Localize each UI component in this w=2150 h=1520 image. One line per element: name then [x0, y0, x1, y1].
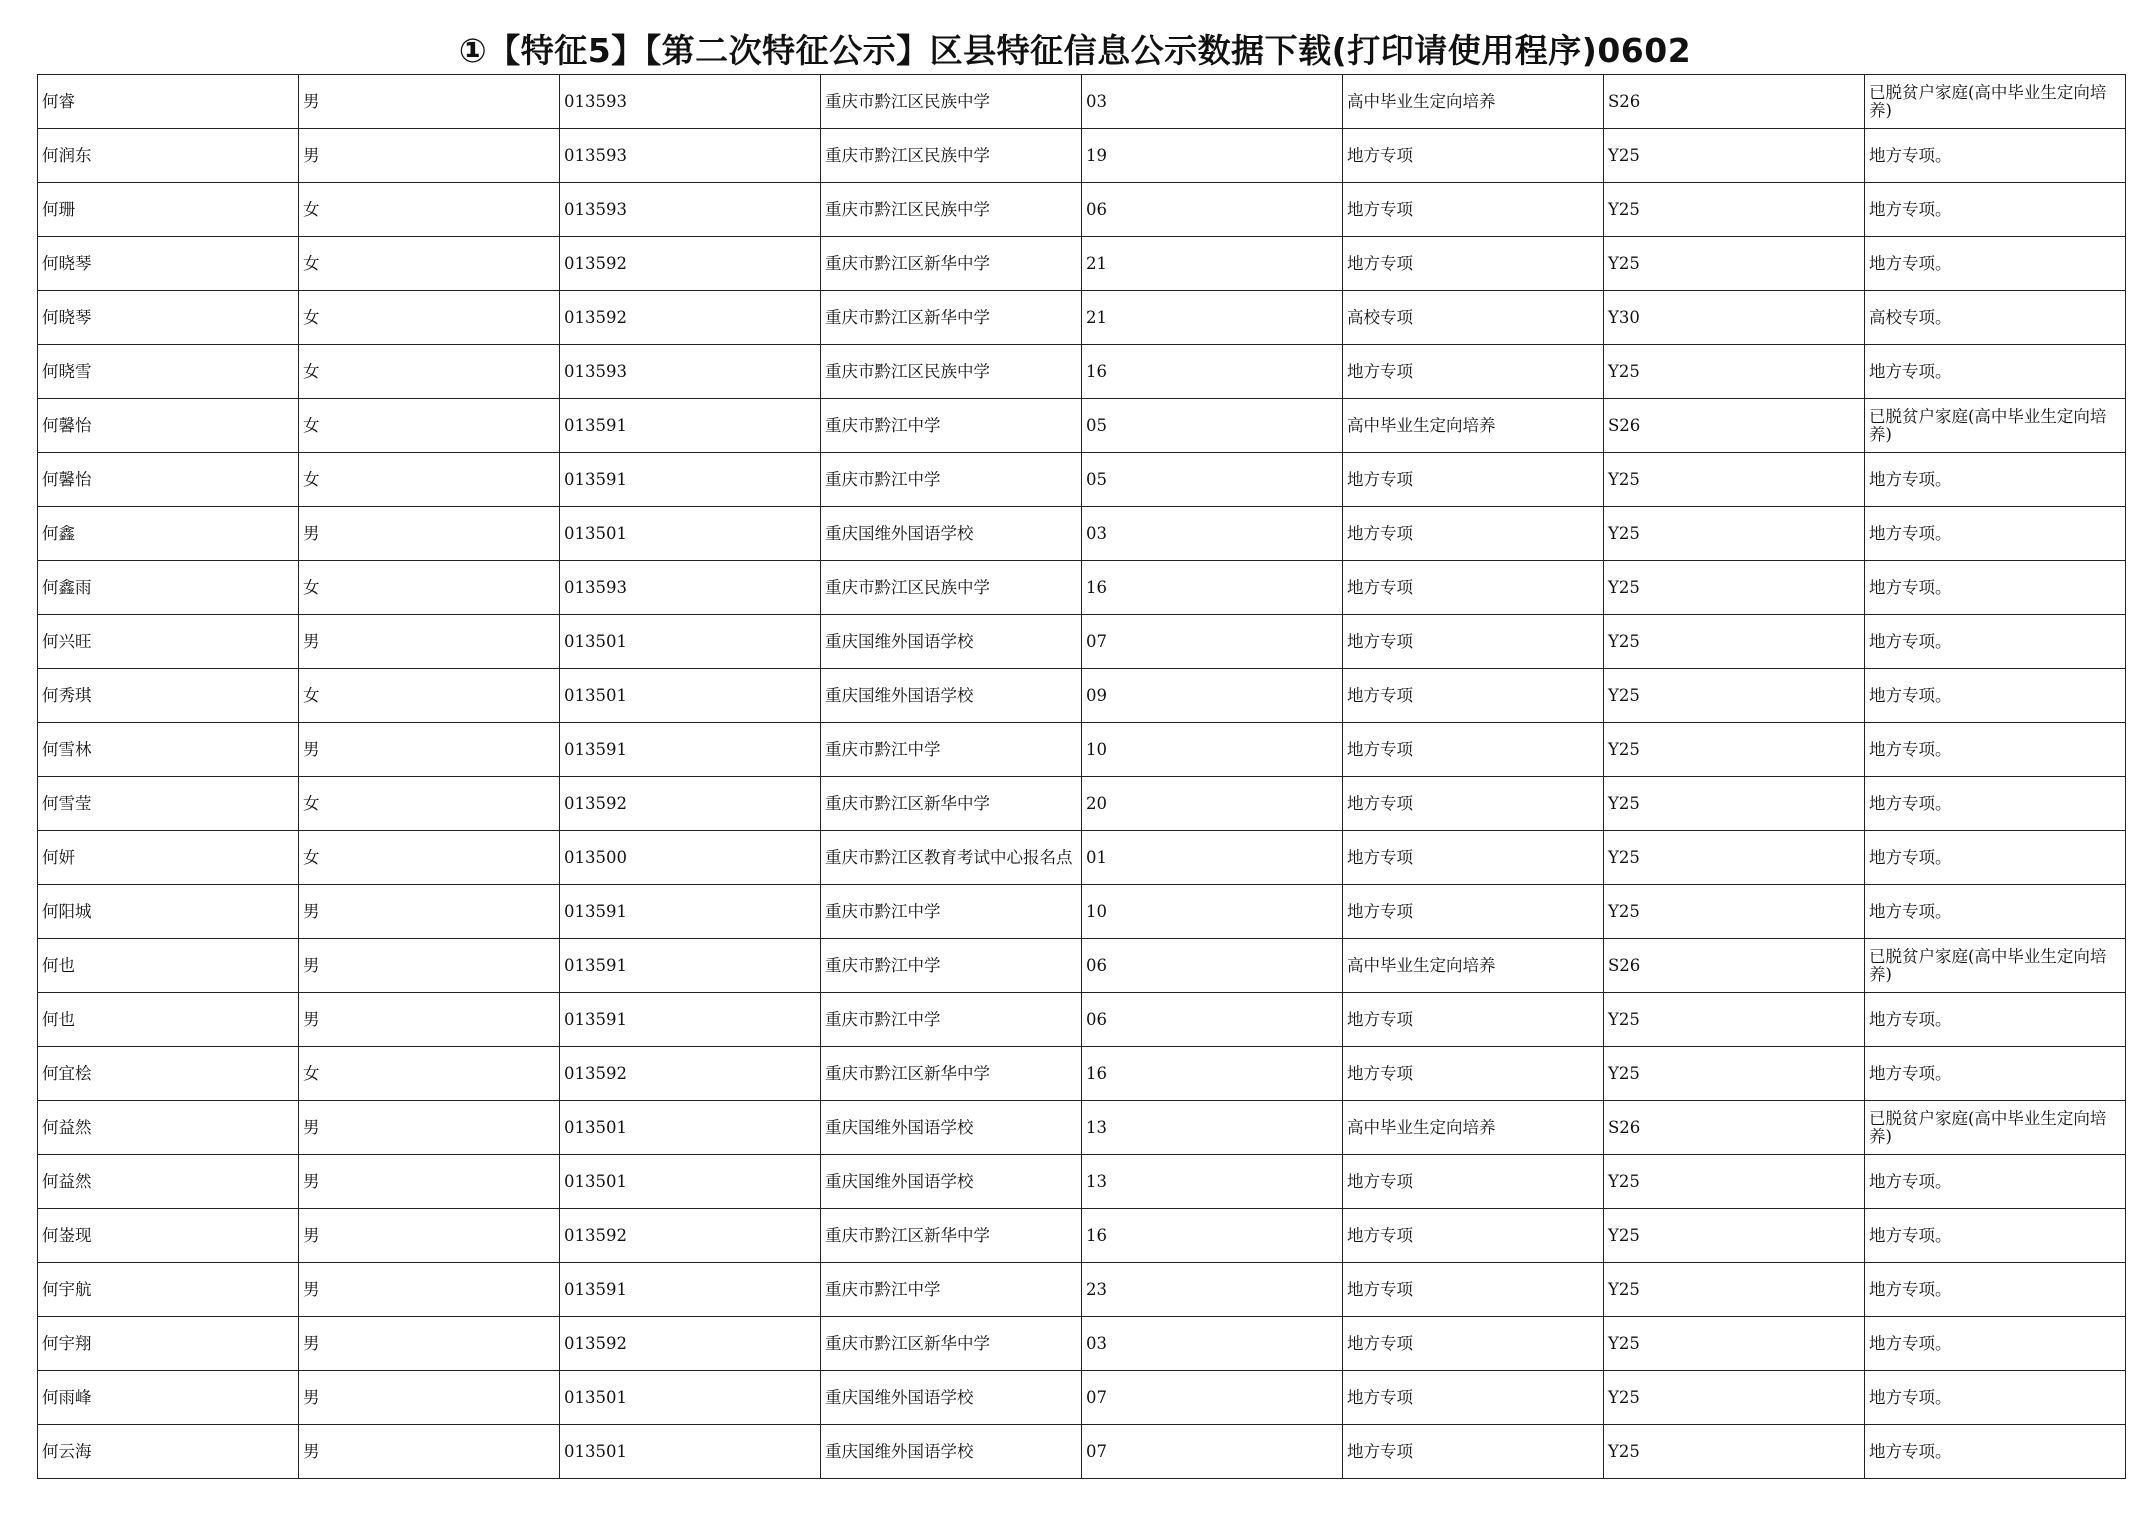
remark-cell: 地方专项。 — [1865, 183, 2126, 237]
table-row — [38, 993, 2126, 1047]
code-cell: 013593 — [560, 345, 821, 399]
table-row — [38, 885, 2126, 939]
number-cell: 16 — [1082, 1209, 1343, 1263]
number-cell: 06 — [1082, 183, 1343, 237]
table-row — [38, 345, 2126, 399]
name-cell: 何益然 — [38, 1155, 299, 1209]
remark-cell: 高校专项。 — [1865, 291, 2126, 345]
name-cell: 何馨怡 — [38, 399, 299, 453]
type-code-cell: Y25 — [1604, 831, 1865, 885]
number-cell: 05 — [1082, 399, 1343, 453]
school-cell: 重庆市黔江区新华中学 — [821, 1317, 1082, 1371]
remark-cell: 地方专项。 — [1865, 777, 2126, 831]
code-cell: 013592 — [560, 291, 821, 345]
category-cell: 高中毕业生定向培养 — [1343, 75, 1604, 129]
gender-cell: 女 — [299, 1047, 560, 1101]
table-row — [38, 75, 2126, 129]
name-cell: 何珊 — [38, 183, 299, 237]
code-cell: 013593 — [560, 561, 821, 615]
school-cell: 重庆国维外国语学校 — [821, 1371, 1082, 1425]
school-cell: 重庆市黔江区新华中学 — [821, 237, 1082, 291]
category-cell: 地方专项 — [1343, 615, 1604, 669]
type-code-cell: Y25 — [1604, 669, 1865, 723]
gender-cell: 男 — [299, 507, 560, 561]
category-cell: 高校专项 — [1343, 291, 1604, 345]
number-cell: 01 — [1082, 831, 1343, 885]
school-cell: 重庆市黔江区民族中学 — [821, 345, 1082, 399]
remark-cell: 地方专项。 — [1865, 723, 2126, 777]
category-cell: 地方专项 — [1343, 1371, 1604, 1425]
table-row — [38, 723, 2126, 777]
remark-cell: 地方专项。 — [1865, 669, 2126, 723]
category-cell: 地方专项 — [1343, 561, 1604, 615]
remark-cell: 地方专项。 — [1865, 507, 2126, 561]
remark-cell: 地方专项。 — [1865, 993, 2126, 1047]
number-cell: 13 — [1082, 1155, 1343, 1209]
code-cell: 013591 — [560, 723, 821, 777]
number-cell: 16 — [1082, 1047, 1343, 1101]
school-cell: 重庆国维外国语学校 — [821, 669, 1082, 723]
number-cell: 07 — [1082, 615, 1343, 669]
name-cell: 何晓琴 — [38, 237, 299, 291]
school-cell: 重庆国维外国语学校 — [821, 615, 1082, 669]
number-cell: 21 — [1082, 237, 1343, 291]
code-cell: 013592 — [560, 1209, 821, 1263]
number-cell: 03 — [1082, 507, 1343, 561]
name-cell: 何崟现 — [38, 1209, 299, 1263]
gender-cell: 女 — [299, 669, 560, 723]
remark-cell: 地方专项。 — [1865, 615, 2126, 669]
name-cell: 何阳城 — [38, 885, 299, 939]
gender-cell: 女 — [299, 291, 560, 345]
name-cell: 何妍 — [38, 831, 299, 885]
code-cell: 013500 — [560, 831, 821, 885]
category-cell: 地方专项 — [1343, 1317, 1604, 1371]
category-cell: 地方专项 — [1343, 723, 1604, 777]
school-cell: 重庆国维外国语学校 — [821, 1155, 1082, 1209]
remark-cell: 地方专项。 — [1865, 1263, 2126, 1317]
gender-cell: 女 — [299, 345, 560, 399]
category-cell: 地方专项 — [1343, 1209, 1604, 1263]
code-cell: 013501 — [560, 1101, 821, 1155]
number-cell: 10 — [1082, 885, 1343, 939]
remark-cell: 地方专项。 — [1865, 885, 2126, 939]
category-cell: 地方专项 — [1343, 777, 1604, 831]
remark-cell: 地方专项。 — [1865, 1371, 2126, 1425]
category-cell: 地方专项 — [1343, 345, 1604, 399]
table-row — [38, 777, 2126, 831]
code-cell: 013501 — [560, 669, 821, 723]
school-cell: 重庆市黔江区新华中学 — [821, 1209, 1082, 1263]
name-cell: 何雨峰 — [38, 1371, 299, 1425]
number-cell: 10 — [1082, 723, 1343, 777]
code-cell: 013591 — [560, 1263, 821, 1317]
remark-cell: 已脱贫户家庭(高中毕业生定向培养) — [1865, 75, 2126, 129]
gender-cell: 女 — [299, 777, 560, 831]
number-cell: 06 — [1082, 939, 1343, 993]
category-cell: 高中毕业生定向培养 — [1343, 1101, 1604, 1155]
school-cell: 重庆国维外国语学校 — [821, 1425, 1082, 1479]
number-cell: 20 — [1082, 777, 1343, 831]
school-cell: 重庆国维外国语学校 — [821, 507, 1082, 561]
number-cell: 07 — [1082, 1371, 1343, 1425]
school-cell: 重庆市黔江中学 — [821, 399, 1082, 453]
code-cell: 013501 — [560, 507, 821, 561]
remark-cell: 地方专项。 — [1865, 561, 2126, 615]
gender-cell: 男 — [299, 1425, 560, 1479]
category-cell: 地方专项 — [1343, 183, 1604, 237]
category-cell: 高中毕业生定向培养 — [1343, 939, 1604, 993]
number-cell: 09 — [1082, 669, 1343, 723]
table-row — [38, 1317, 2126, 1371]
number-cell: 03 — [1082, 1317, 1343, 1371]
gender-cell: 女 — [299, 561, 560, 615]
type-code-cell: Y25 — [1604, 183, 1865, 237]
table-row — [38, 1209, 2126, 1263]
table-row — [38, 1155, 2126, 1209]
name-cell: 何雪莹 — [38, 777, 299, 831]
code-cell: 013592 — [560, 1317, 821, 1371]
remark-cell: 地方专项。 — [1865, 345, 2126, 399]
school-cell: 重庆市黔江中学 — [821, 723, 1082, 777]
type-code-cell: Y25 — [1604, 453, 1865, 507]
code-cell: 013592 — [560, 1047, 821, 1101]
gender-cell: 女 — [299, 453, 560, 507]
table-row — [38, 1101, 2126, 1155]
code-cell: 013501 — [560, 1425, 821, 1479]
type-code-cell: S26 — [1604, 939, 1865, 993]
gender-cell: 女 — [299, 831, 560, 885]
remark-cell: 地方专项。 — [1865, 129, 2126, 183]
type-code-cell: Y25 — [1604, 1047, 1865, 1101]
code-cell: 013591 — [560, 453, 821, 507]
school-cell: 重庆市黔江区新华中学 — [821, 291, 1082, 345]
type-code-cell: Y25 — [1604, 1209, 1865, 1263]
number-cell: 21 — [1082, 291, 1343, 345]
code-cell: 013593 — [560, 75, 821, 129]
number-cell: 16 — [1082, 561, 1343, 615]
school-cell: 重庆市黔江中学 — [821, 885, 1082, 939]
remark-cell: 地方专项。 — [1865, 1317, 2126, 1371]
number-cell: 06 — [1082, 993, 1343, 1047]
remark-cell: 地方专项。 — [1865, 237, 2126, 291]
gender-cell: 女 — [299, 183, 560, 237]
table-row — [38, 291, 2126, 345]
type-code-cell: Y25 — [1604, 129, 1865, 183]
code-cell: 013591 — [560, 993, 821, 1047]
code-cell: 013501 — [560, 1371, 821, 1425]
number-cell: 07 — [1082, 1425, 1343, 1479]
gender-cell: 男 — [299, 1155, 560, 1209]
category-cell: 高中毕业生定向培养 — [1343, 399, 1604, 453]
data-table — [37, 74, 2126, 1479]
category-cell: 地方专项 — [1343, 993, 1604, 1047]
school-cell: 重庆市黔江区民族中学 — [821, 183, 1082, 237]
type-code-cell: Y25 — [1604, 1425, 1865, 1479]
name-cell: 何云海 — [38, 1425, 299, 1479]
remark-cell: 地方专项。 — [1865, 453, 2126, 507]
name-cell: 何润东 — [38, 129, 299, 183]
gender-cell: 女 — [299, 237, 560, 291]
code-cell: 013592 — [560, 237, 821, 291]
name-cell: 何宇翔 — [38, 1317, 299, 1371]
type-code-cell: Y25 — [1604, 993, 1865, 1047]
remark-cell: 已脱贫户家庭(高中毕业生定向培养) — [1865, 939, 2126, 993]
page-title: ①【特征5】【第二次特征公示】区县特征信息公示数据下载(打印请使用程序)0602 — [458, 31, 1692, 70]
type-code-cell: Y25 — [1604, 507, 1865, 561]
table-row — [38, 1425, 2126, 1479]
type-code-cell: S26 — [1604, 75, 1865, 129]
code-cell: 013501 — [560, 615, 821, 669]
school-cell: 重庆市黔江中学 — [821, 453, 1082, 507]
gender-cell: 男 — [299, 1209, 560, 1263]
name-cell: 何睿 — [38, 75, 299, 129]
name-cell: 何馨怡 — [38, 453, 299, 507]
type-code-cell: Y25 — [1604, 885, 1865, 939]
gender-cell: 女 — [299, 399, 560, 453]
gender-cell: 男 — [299, 1371, 560, 1425]
name-cell: 何兴旺 — [38, 615, 299, 669]
code-cell: 013593 — [560, 129, 821, 183]
school-cell: 重庆市黔江区民族中学 — [821, 75, 1082, 129]
table-row — [38, 1047, 2126, 1101]
remark-cell: 已脱贫户家庭(高中毕业生定向培养) — [1865, 399, 2126, 453]
code-cell: 013592 — [560, 777, 821, 831]
table-row — [38, 129, 2126, 183]
type-code-cell: S26 — [1604, 399, 1865, 453]
number-cell: 03 — [1082, 75, 1343, 129]
school-cell: 重庆市黔江区新华中学 — [821, 777, 1082, 831]
code-cell: 013593 — [560, 183, 821, 237]
table-row — [38, 831, 2126, 885]
name-cell: 何宇航 — [38, 1263, 299, 1317]
number-cell: 05 — [1082, 453, 1343, 507]
school-cell: 重庆市黔江中学 — [821, 993, 1082, 1047]
remark-cell: 地方专项。 — [1865, 1209, 2126, 1263]
gender-cell: 男 — [299, 1317, 560, 1371]
gender-cell: 男 — [299, 1263, 560, 1317]
code-cell: 013591 — [560, 939, 821, 993]
table-row — [38, 561, 2126, 615]
name-cell: 何雪林 — [38, 723, 299, 777]
category-cell: 地方专项 — [1343, 1425, 1604, 1479]
school-cell: 重庆市黔江区教育考试中心报名点 — [821, 831, 1082, 885]
name-cell: 何也 — [38, 993, 299, 1047]
type-code-cell: Y25 — [1604, 1317, 1865, 1371]
category-cell: 地方专项 — [1343, 885, 1604, 939]
school-cell: 重庆市黔江中学 — [821, 939, 1082, 993]
gender-cell: 男 — [299, 615, 560, 669]
name-cell: 何益然 — [38, 1101, 299, 1155]
table-row — [38, 507, 2126, 561]
category-cell: 地方专项 — [1343, 453, 1604, 507]
name-cell: 何晓琴 — [38, 291, 299, 345]
remark-cell: 地方专项。 — [1865, 1155, 2126, 1209]
type-code-cell: Y30 — [1604, 291, 1865, 345]
table-row — [38, 669, 2126, 723]
number-cell: 13 — [1082, 1101, 1343, 1155]
category-cell: 地方专项 — [1343, 669, 1604, 723]
gender-cell: 男 — [299, 723, 560, 777]
table-row — [38, 1371, 2126, 1425]
name-cell: 何秀琪 — [38, 669, 299, 723]
number-cell: 23 — [1082, 1263, 1343, 1317]
type-code-cell: S26 — [1604, 1101, 1865, 1155]
remark-cell: 地方专项。 — [1865, 831, 2126, 885]
number-cell: 16 — [1082, 345, 1343, 399]
remark-cell: 地方专项。 — [1865, 1425, 2126, 1479]
category-cell: 地方专项 — [1343, 507, 1604, 561]
school-cell: 重庆市黔江区新华中学 — [821, 1047, 1082, 1101]
category-cell: 地方专项 — [1343, 1047, 1604, 1101]
table-row — [38, 453, 2126, 507]
category-cell: 地方专项 — [1343, 1155, 1604, 1209]
gender-cell: 男 — [299, 1101, 560, 1155]
remark-cell: 地方专项。 — [1865, 1047, 2126, 1101]
name-cell: 何宜桧 — [38, 1047, 299, 1101]
type-code-cell: Y25 — [1604, 723, 1865, 777]
type-code-cell: Y25 — [1604, 345, 1865, 399]
table-row — [38, 399, 2126, 453]
code-cell: 013501 — [560, 1155, 821, 1209]
school-cell: 重庆市黔江区民族中学 — [821, 129, 1082, 183]
type-code-cell: Y25 — [1604, 1155, 1865, 1209]
table-row — [38, 939, 2126, 993]
type-code-cell: Y25 — [1604, 777, 1865, 831]
category-cell: 地方专项 — [1343, 831, 1604, 885]
name-cell: 何晓雪 — [38, 345, 299, 399]
code-cell: 013591 — [560, 885, 821, 939]
gender-cell: 男 — [299, 939, 560, 993]
table-row — [38, 183, 2126, 237]
gender-cell: 男 — [299, 885, 560, 939]
category-cell: 地方专项 — [1343, 237, 1604, 291]
name-cell: 何鑫雨 — [38, 561, 299, 615]
school-cell: 重庆市黔江区民族中学 — [821, 561, 1082, 615]
school-cell: 重庆市黔江中学 — [821, 1263, 1082, 1317]
table-body — [38, 75, 2126, 1479]
type-code-cell: Y25 — [1604, 615, 1865, 669]
type-code-cell: Y25 — [1604, 561, 1865, 615]
table-row — [38, 1263, 2126, 1317]
table-row — [38, 237, 2126, 291]
name-cell: 何也 — [38, 939, 299, 993]
gender-cell: 男 — [299, 993, 560, 1047]
name-cell: 何鑫 — [38, 507, 299, 561]
remark-cell: 已脱贫户家庭(高中毕业生定向培养) — [1865, 1101, 2126, 1155]
category-cell: 地方专项 — [1343, 129, 1604, 183]
category-cell: 地方专项 — [1343, 1263, 1604, 1317]
gender-cell: 男 — [299, 129, 560, 183]
number-cell: 19 — [1082, 129, 1343, 183]
type-code-cell: Y25 — [1604, 237, 1865, 291]
code-cell: 013591 — [560, 399, 821, 453]
type-code-cell: Y25 — [1604, 1371, 1865, 1425]
table-row — [38, 615, 2126, 669]
type-code-cell: Y25 — [1604, 1263, 1865, 1317]
school-cell: 重庆国维外国语学校 — [821, 1101, 1082, 1155]
gender-cell: 男 — [299, 75, 560, 129]
